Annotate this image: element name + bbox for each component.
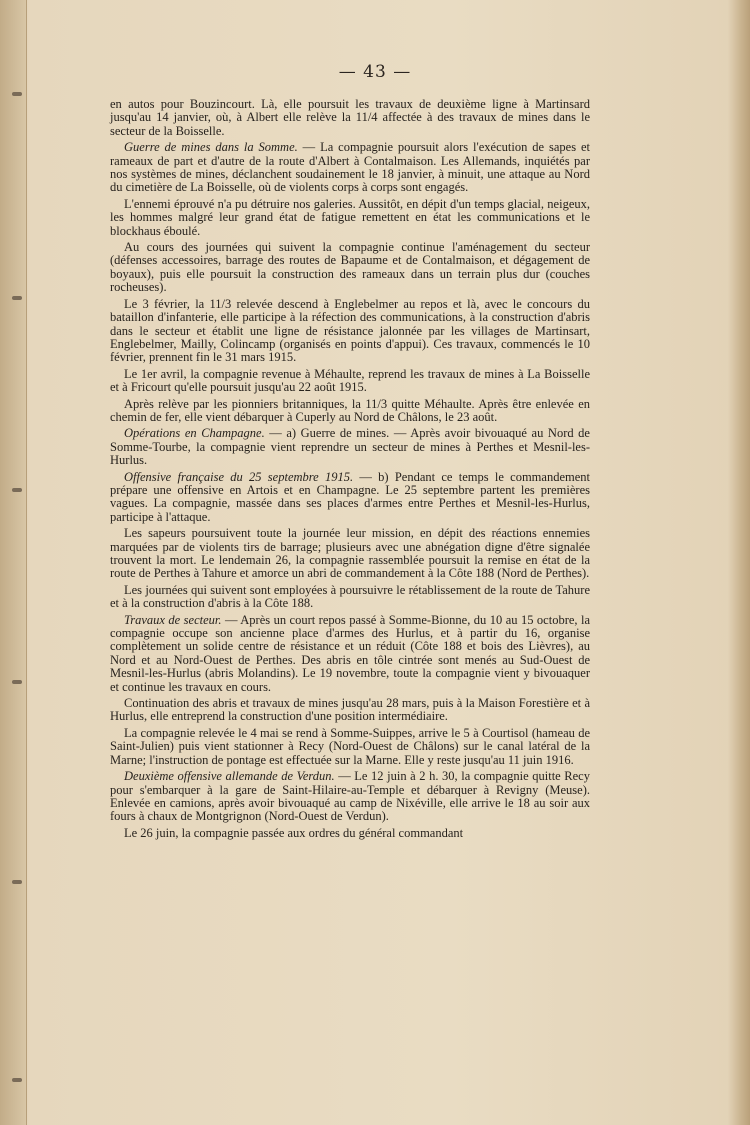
paragraph-text: — Après un court repos passé à Somme-Bionne, du 10 au 15 octobre, la compagnie occupe son ancienne place d'armes des Hurlus, et à partir du 16, organise complètement un solide centre de résistance et un réduit (Côte 188 et bois des Lièvres), au Nord et au Nord-Ouest de Perthes. Des abris en tôle cintrée sont menés au Sud-Ouest de Mesnil-les-Hurlus (abris Molandins). Le 19 novembre, toute la compagnie vient y bivouaquer et continue les travaux en cours.: [110, 612, 591, 694]
paragraph-text: — Le 12 juin à 2 h. 30, la compagnie quitte Recy pour s'embarquer à la gare de Saint-Hilaire-au-Temple et débarquer à Revigny (Meuse). Enlevée en camions, après avoir bivouaqué au camp de Nixéville, elle arrive le 18 au soir aux fours à chaux de Montgrignon (Nord-Ouest de Verdun).: [110, 769, 590, 824]
paragraph-text: L'ennemi éprouvé n'a pu détruire nos galeries. Aussitôt, en dépit d'un temps glacial, neigeux, les hommes malgré leur grand état de fatigue remettent en état les communications et le blockhaus éboulé.: [110, 196, 590, 238]
section-heading: Guerre de mines dans la Somme.: [124, 140, 298, 155]
page-binding: [0, 0, 27, 1125]
paragraph: [110, 141, 590, 195]
paragraph: [110, 398, 590, 425]
section-heading: Travaux de secteur.: [124, 612, 222, 627]
paragraph-text: — b) Pendant ce temps le commandement prépare une offensive en Artois et en Champagne. Le 25 septembre partent les premières vagues. La compagnie, massée dans ses places d'armes entre Perthes et Mesnil-les-Hurlus, participe à l'attaque.: [110, 469, 590, 524]
page-body-text: [110, 98, 590, 843]
paragraph: [110, 241, 590, 295]
binding-stitch: [12, 488, 22, 492]
paragraph: [110, 697, 590, 724]
paragraph-text: — La compagnie poursuit alors l'exécution de sapes et rameaux de part et d'autre de la route d'Albert à Contalmaison. Les Allemands, inquiétés par nos systèmes de mines, déclanchent soudainement le 18 janvier, à minuit, une attaque au Nord du cimetière de La Boisselle, où de violents corps à corps sont engagés.: [110, 140, 590, 195]
section-heading: Opérations en Champagne.: [124, 426, 265, 441]
page-edge: [728, 0, 750, 1125]
paragraph-text: Les journées qui suivent sont employées à poursuivre le rétablissement de la route de Tahure et à la construction d'abris à la Côte 188.: [110, 582, 590, 611]
paragraph: [110, 827, 590, 840]
paragraph-text: La compagnie relevée le 4 mai se rend à Somme-Suippes, arrive le 5 à Courtisol (hameau de Saint-Julien) puis vient stationner à Recy (Nord-Ouest de Châlons) sur le canal latéral de la Marne; l'instruction de pontage est effectuée sur la Marne. Elle y reste jusqu'au 11 juin 1916.: [110, 725, 590, 767]
section-heading: Offensive française du 25 septembre 1915.: [124, 469, 354, 484]
paragraph: [110, 298, 590, 365]
paragraph: [110, 427, 590, 467]
paragraph-text: Le 26 juin, la compagnie passée aux ordres du général commandant: [124, 825, 464, 840]
paragraph: [110, 727, 590, 767]
paragraph-text: Continuation des abris et travaux de mines jusqu'au 28 mars, puis à la Maison Forestière et à Hurlus, elle entreprend la construction d'une position intermédiaire.: [110, 696, 590, 724]
paragraph-text: Au cours des journées qui suivent la compagnie continue l'aménagement du secteur (défenses accessoires, barrage des routes de Bapaume et de Contalmaison, et dégagement de boyaux), puis elle poursuit la construction des rameaux dans un terrain plus dur (couches rocheuses).: [110, 240, 590, 295]
paragraph: [110, 770, 590, 824]
binding-stitch: [12, 296, 22, 300]
binding-stitch: [12, 880, 22, 884]
paragraph-text: — a) Guerre de mines. — Après avoir bivouaqué au Nord de Somme-Tourbe, la compagnie vient reprendre un secteur de mines à Perthes et Mesnil-les-Hurlus.: [110, 426, 590, 468]
binding-stitch: [12, 680, 22, 684]
paragraph: [110, 198, 590, 238]
section-heading: Deuxième offensive allemande de Verdun.: [124, 769, 335, 784]
paragraph: [110, 471, 590, 525]
paragraph: [110, 368, 590, 395]
paragraph-text: Après relève par les pionniers britanniques, la 11/3 quitte Méhaulte. Après être enlevée en chemin de fer, elle vient débarquer à Cuperly au Nord de Châlons, le 23 août.: [110, 396, 590, 424]
paragraph-text: Le 3 février, la 11/3 relevée descend à Englebelmer au repos et là, avec le concours du bataillon d'infanterie, elle participe à la réfection des communications, à la construction d'abris dans le secteur et établit une ligne de résistance jalonnée par les villages de Martinsart, Englebelmer, Mailly, Colincamp (organisés en points d'appui). Ces travaux, commencés le 10 février, prennent fin le 31 mars 1915.: [110, 296, 590, 365]
page-number: — 43 —: [338, 62, 412, 82]
binding-stitch: [12, 1078, 22, 1082]
paragraph-text: en autos pour Bouzincourt. Là, elle poursuit les travaux de deuxième ligne à Martinsard jusqu'au 14 janvier, où, à Albert elle relève la 11/4 affectée à des travaux de mines dans le secteur de la Boisselle.: [110, 97, 590, 138]
paragraph: [110, 614, 590, 694]
paragraph-text: Le 1er avril, la compagnie revenue à Méhaulte, reprend les travaux de mines à La Boisselle et à Fricourt qu'elle poursuit jusqu'au 22 août 1915.: [110, 366, 590, 395]
binding-stitch: [12, 92, 22, 96]
paragraph-text: Les sapeurs poursuivent toute la journée leur mission, en dépit des réactions ennemies marquées par de violents tirs de barrage; plusieurs avec une abnégation digne d'être signalée trouvent la mort. Le lendemain 26, la compagnie rassemblée poursuit la remise en état de la route de Perthes à Tahure et amorce un abri de commandement à la Côte 188 (Nord de Perthes).: [110, 526, 590, 581]
paragraph: [110, 98, 590, 138]
paragraph: [110, 584, 590, 611]
paragraph: [110, 527, 590, 581]
